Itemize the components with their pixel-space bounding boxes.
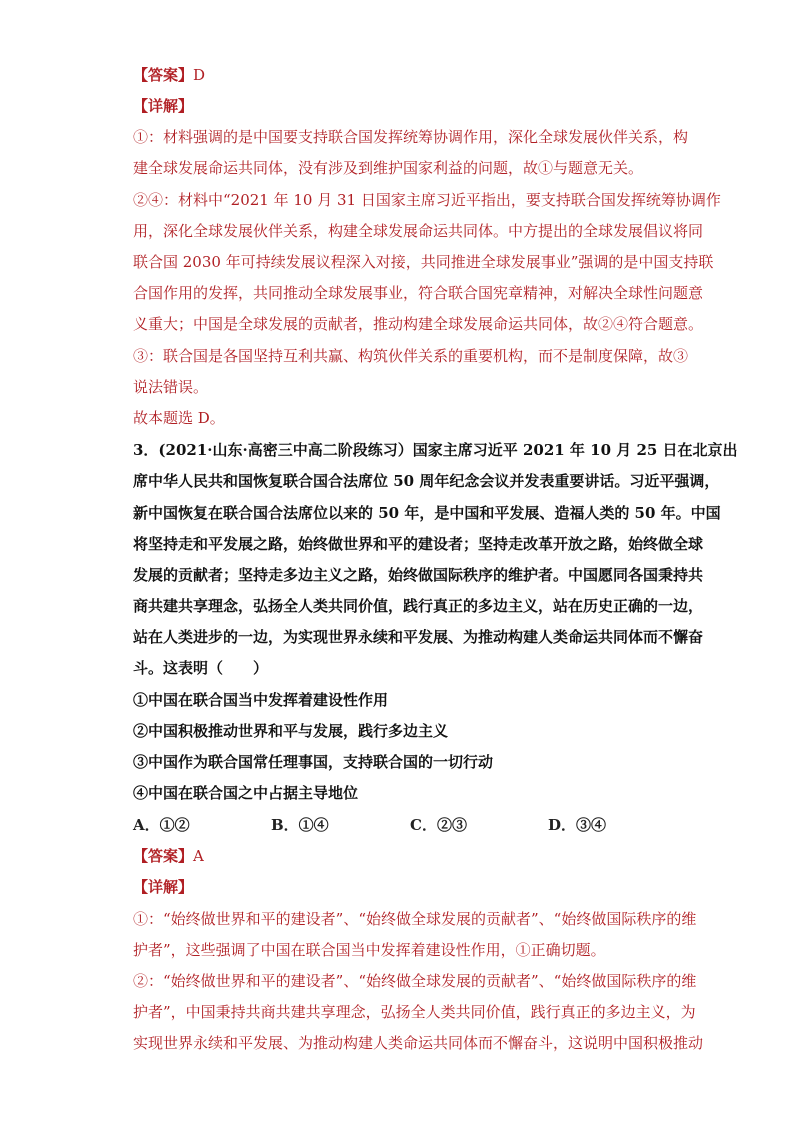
answer-value: A	[193, 847, 204, 865]
q3-detail-line: 护者”，中国秉持共商共建共享理念，弘扬全人类共同价值，践行真正的多边主义，为	[133, 1003, 696, 1021]
answer-tag: 【答案】	[133, 847, 194, 865]
q2-detail-line: 建全球发展命运共同体，没有涉及到维护国家利益的问题，故①与题意无关。	[133, 159, 644, 177]
q3-statement: ④中国在联合国之中占据主导地位	[133, 784, 359, 802]
q3-stem-line: 新中国恢复在联合国合法席位以来的 50 年，是中国和平发展、造福人类的 50 年。中国	[133, 504, 721, 522]
q2-detail-line: ③：联合国是各国坚持互利共赢、构筑伙伴关系的重要机构，而不是制度保障，故③	[133, 347, 689, 365]
q3-answer-line	[133, 846, 204, 866]
option-a: A．①②	[133, 816, 190, 834]
option-b: B．①④	[271, 816, 329, 834]
q3-detail-line: 实现世界永续和平发展、为推动构建人类命运共同体而不懈奋斗，这说明中国积极推动	[133, 1034, 704, 1052]
detail-tag: 【详解】	[133, 97, 194, 115]
q3-detail-line: 护者”，这些强调了中国在联合国当中发挥着建设性作用，①正确切题。	[133, 941, 606, 959]
option-d: D．③④	[548, 816, 607, 834]
q3-statement: ①中国在联合国当中发挥着建设性作用	[133, 691, 389, 709]
q3-stem-line: 站在人类进步的一边，为实现世界永续和平发展、为推动构建人类命运共同体而不懈奋	[133, 628, 704, 646]
q3-detail-line: ①：“始终做世界和平的建设者”、“始终做全球发展的贡献者”、“始终做国际秩序的维	[133, 910, 697, 928]
q3-statement: ③中国作为联合国常任理事国，支持联合国的一切行动	[133, 753, 494, 771]
q2-detail-line: 义重大；中国是全球发展的贡献者，推动构建全球发展命运共同体，故②④符合题意。	[133, 315, 704, 333]
q2-detail-line: 联合国 2030 年可持续发展议程深入对接，共同推进全球发展事业”强调的是中国支持联	[133, 253, 714, 271]
option-c: C．②③	[410, 816, 467, 834]
q3-stem-line: 商共建共享理念，弘扬全人类共同价值，践行真正的多边主义，站在历史正确的一边，	[133, 597, 704, 615]
q2-detail-line: 用，深化全球发展伙伴关系，构建全球发展命运共同体。中方提出的全球发展倡议将同	[133, 222, 704, 240]
q2-answer-line	[133, 65, 205, 85]
q2-detail-line: ②④：材料中“2021 年 10 月 31 日国家主席习近平指出，要支持联合国发挥统筹协调作	[133, 191, 721, 209]
detail-tag: 【详解】	[133, 878, 194, 896]
q3-stem-line: 斗。这表明（ ）	[133, 659, 269, 677]
q3-stem-line: 席中华人民共和国恢复联合国合法席位 50 周年纪念会议并发表重要讲话。习近平强调，	[133, 472, 720, 490]
q3-stem-line: 3．(2021·山东·高密三中高二阶段练习）国家主席习近平 2021 年 10 月 25 日在北京出	[133, 441, 738, 459]
q2-conclusion: 故本题选 D。	[133, 409, 225, 427]
answer-tag: 【答案】	[133, 66, 194, 84]
q3-stem-line: 将坚持走和平发展之路，始终做世界和平的建设者；坚持走改革开放之路，始终做全球	[133, 535, 704, 553]
q3-statement: ②中国积极推动世界和平与发展，践行多边主义	[133, 722, 449, 740]
q2-detail-line: 合国作用的发挥，共同推动全球发展事业，符合联合国宪章精神，对解决全球性问题意	[133, 284, 704, 302]
q2-detail-line: 说法错误。	[133, 378, 209, 396]
answer-value: D	[193, 66, 206, 84]
q3-stem-line: 发展的贡献者；坚持走多边主义之路，始终做国际秩序的维护者。中国愿同各国秉持共	[133, 566, 704, 584]
q3-detail-line: ②：“始终做世界和平的建设者”、“始终做全球发展的贡献者”、“始终做国际秩序的维	[133, 972, 697, 990]
q2-detail-line: ①：材料强调的是中国要支持联合国发挥统筹协调作用，深化全球发展伙伴关系，构	[133, 128, 689, 146]
